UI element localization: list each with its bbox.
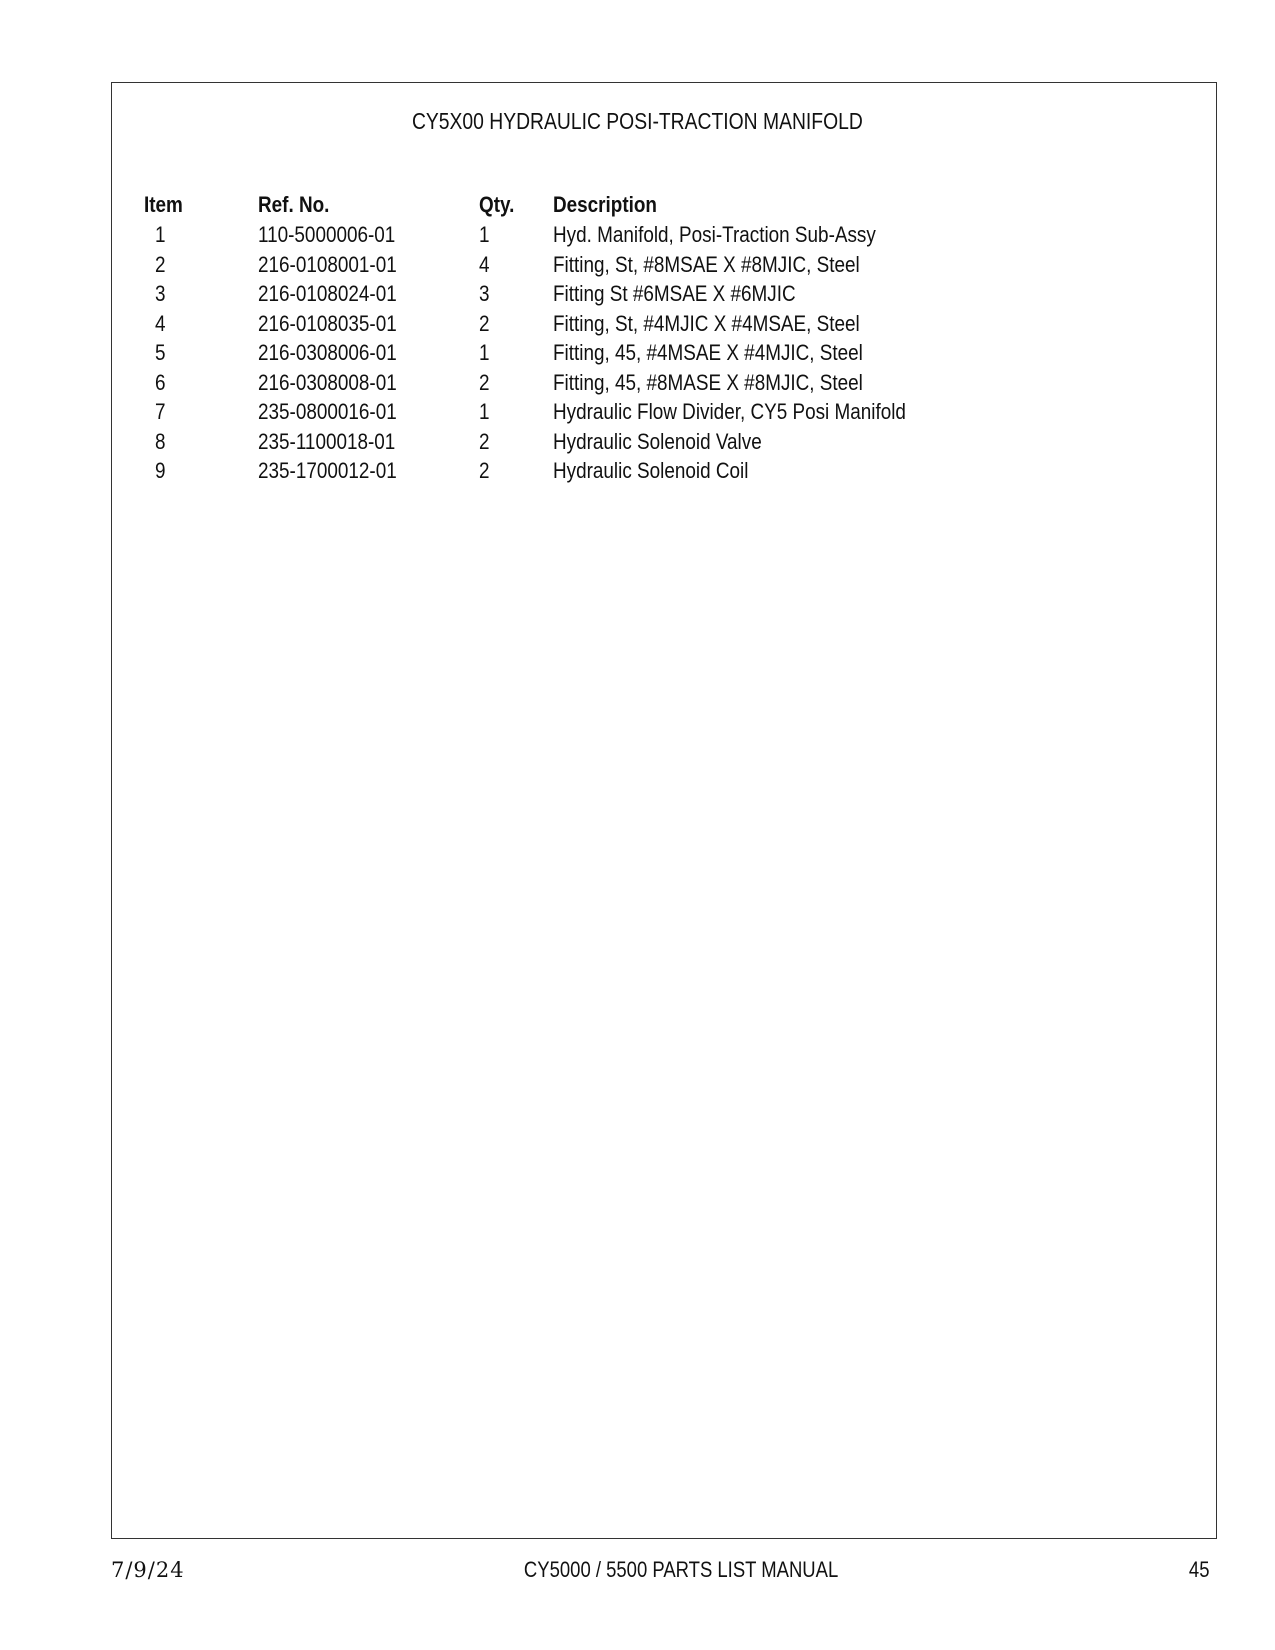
ref-number: 216-0108001-01: [258, 251, 397, 277]
quantity: 2: [479, 458, 490, 483]
description: Hydraulic Solenoid Coil: [553, 458, 749, 483]
quantity: 3: [479, 281, 490, 306]
item-number: 5: [154, 340, 166, 365]
item-number: 8: [154, 428, 166, 454]
ref-number: 235-1700012-01: [258, 458, 397, 483]
item-number: 9: [154, 458, 166, 483]
item-number: 3: [154, 281, 166, 306]
footer-date: 7/9/24: [111, 1558, 185, 1582]
ref-number: 216-0108024-01: [258, 281, 397, 306]
description: Fitting, St, #8MSAE X #8MJIC, Steel: [553, 251, 860, 277]
quantity: 2: [479, 310, 490, 336]
header-qty: Qty.: [479, 192, 515, 217]
description: Fitting, 45, #8MASE X #8MJIC, Steel: [553, 369, 863, 395]
ref-number: 110-5000006-01: [258, 222, 396, 247]
ref-number: 235-1100018-01: [258, 428, 396, 454]
item-number: 4: [154, 310, 166, 336]
quantity: 4: [479, 251, 490, 277]
header-description: Description: [553, 192, 657, 217]
quantity: 1: [479, 399, 490, 424]
ref-number: 216-0108035-01: [258, 310, 397, 336]
item-number: 6: [154, 369, 166, 395]
description: Fitting, 45, #4MSAE X #4MJIC, Steel: [553, 340, 863, 365]
ref-number: 216-0308006-01: [258, 340, 397, 365]
item-number: 7: [154, 399, 166, 424]
description: Hydraulic Solenoid Valve: [553, 428, 762, 454]
quantity: 2: [479, 369, 490, 395]
quantity: 1: [479, 222, 490, 247]
page-number: 45: [1188, 1557, 1209, 1582]
description: Hyd. Manifold, Posi-Traction Sub-Assy: [553, 222, 876, 247]
item-number: 1: [154, 222, 166, 247]
description: Hydraulic Flow Divider, CY5 Posi Manifold: [553, 399, 906, 424]
ref-number: 235-0800016-01: [258, 399, 397, 424]
quantity: 1: [479, 340, 490, 365]
description: Fitting, St, #4MJIC X #4MSAE, Steel: [553, 310, 860, 336]
item-number: 2: [154, 251, 166, 277]
footer-manual-title: CY5000 / 5500 PARTS LIST MANUAL: [523, 1557, 839, 1582]
header-item: Item: [144, 192, 183, 217]
quantity: 2: [479, 428, 490, 454]
description: Fitting St #6MSAE X #6MJIC: [553, 281, 796, 306]
page-title: CY5X00 HYDRAULIC POSI-TRACTION MANIFOLD: [412, 108, 863, 134]
header-ref-no: Ref. No.: [258, 192, 330, 217]
ref-number: 216-0308008-01: [258, 369, 397, 395]
